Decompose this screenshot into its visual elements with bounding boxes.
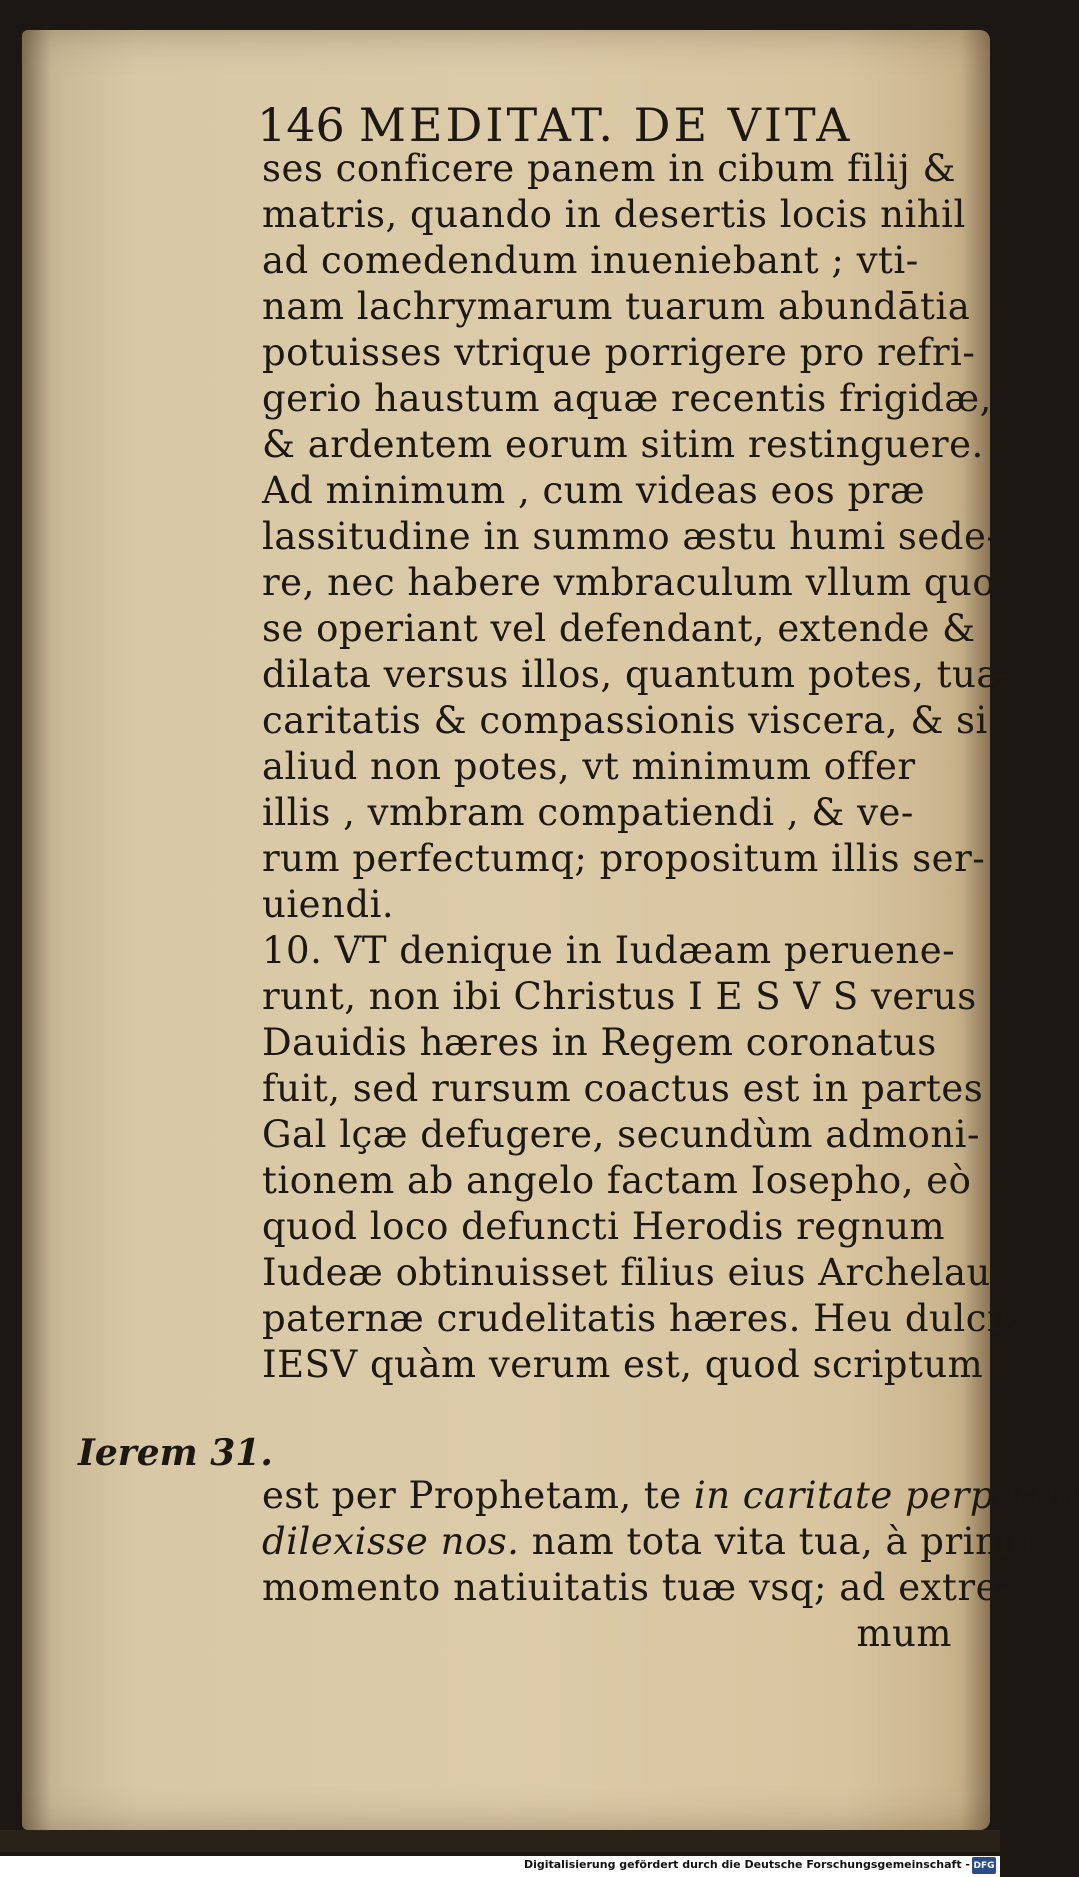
text-line: Iudeæ obtinuisset filius eius Archelaus [262,1251,1011,1294]
text-line: IESV quàm verum est, quod scriptum [262,1343,984,1386]
text-line: se operiant vel defendant, extende & [262,607,976,650]
text-line: Dauidis hæres in Regem coronatus [262,1021,937,1064]
catchword: mum [856,1612,952,1655]
text-line: est per Prophetam, te in caritate perpetua [262,1474,1079,1517]
text-line: matris, quando in desertis locis nihil [262,193,966,236]
text-line: tionem ab angelo factam Iosepho, eò [262,1159,972,1202]
text-line: lassitudine in summo æstu humi sede- [262,515,1000,558]
text-line: dilata versus illos, quantum potes, tuæ [262,653,1012,696]
margin-note: Ierem 31. [78,1432,273,1474]
text-line: rum perfectumq; propositum illis ser- [262,837,986,880]
footer-credit: Digitalisierung gefördert durch die Deutsche Forschungsgemeinschaft - [523,1858,970,1871]
text-line: ses conficere panem in cibum filij & [262,147,956,190]
text-line: nam lachrymarum tuarum abundātia [262,285,971,328]
text-line: potuisses vtrique porrigere pro refri- [262,331,976,374]
text-line: gerio haustum aquæ recentis frigidæ, [262,377,992,420]
text-line: uiendi. [262,883,395,926]
text-line: aliud non potes, vt minimum offer [262,745,916,788]
text-line: fuit, sed rursum coactus est in partes [262,1067,984,1110]
text-line: runt, non ibi Christus I E S V S verus [262,975,977,1018]
running-head-title: MEDITAT. DE VITA [358,98,853,152]
text-line: paternæ crudelitatis hæres. Heu dulcis [262,1297,1019,1340]
digitization-footer [0,1856,1000,1877]
text-line: momento natiuitatis tuæ vsq; ad extre- [262,1566,1011,1609]
scan-edge [0,1830,1000,1852]
text-line: & ardentem eorum sitim restinguere. [262,423,984,466]
text-line: quod loco defuncti Herodis regnum [262,1205,946,1248]
text-line: Gal lçæ defugere, secundùm admoni- [262,1113,980,1156]
page-number: 146 [257,98,345,152]
text-line: dilexisse nos. nam tota vita tua, à primo [262,1520,1034,1563]
dfg-logo: DFG [972,1857,996,1874]
text-line: 10. VT denique in Iudæam peruene- [262,929,956,972]
text-line: caritatis & compassionis viscera, & si [262,699,988,742]
text-line: ad comedendum inueniebant ; vti- [262,239,919,282]
text-line: Ad minimum , cum videas eos præ [262,469,926,512]
text-line: re, nec habere vmbraculum vllum quo [262,561,996,604]
text-line: illis , vmbram compatiendi , & ve- [262,791,914,834]
running-head [257,98,852,152]
